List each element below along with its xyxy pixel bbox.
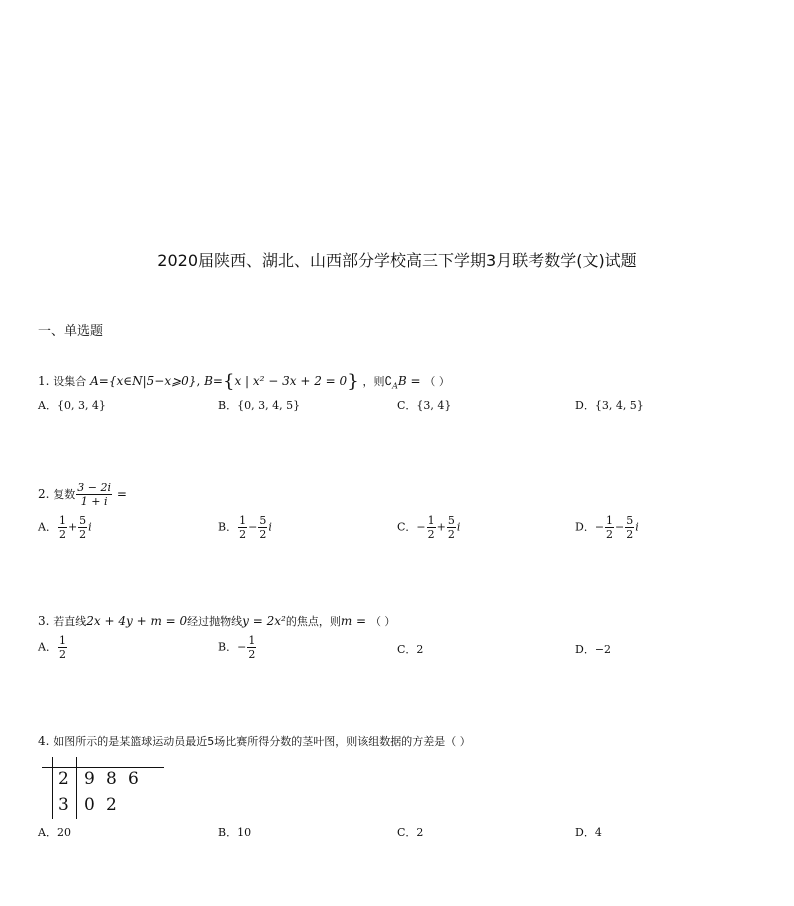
question-text-tail: ，则	[362, 375, 385, 388]
question-text: 若直线	[53, 615, 87, 628]
question-text-tail: 的焦点，则	[285, 615, 341, 628]
stem-plot-horizontal-rule	[42, 767, 164, 768]
option-c[interactable]: C．{3, 4}	[397, 399, 452, 412]
option-b[interactable]: B． $\frac{1}{2}$ − $\frac{5}{2}$ i	[218, 514, 272, 541]
set-b-prefix: B=	[204, 374, 223, 388]
left-brace: {	[222, 371, 235, 392]
leaf-value: 9	[84, 769, 95, 789]
question-1	[38, 371, 450, 392]
question-text: 如图所示的是某篮球运动员最近5场比赛所得分数的茎叶图，则该组数据的方差是（ ）	[53, 735, 471, 748]
leaf-value: 0	[84, 795, 95, 815]
option-d[interactable]: D．−2	[575, 643, 612, 656]
answer-paren: （ ）	[424, 375, 450, 388]
stem-leaf-plot	[42, 757, 166, 819]
m-variable: m =	[340, 614, 367, 628]
right-brace: }	[347, 371, 359, 392]
option-b[interactable]: B．10	[218, 826, 252, 839]
question-number: 1.	[38, 374, 50, 388]
question-text-mid: 经过抛物线	[187, 615, 243, 628]
option-a[interactable]: A．20	[38, 826, 71, 839]
complement-subscript: A	[392, 381, 398, 391]
parabola-equation: y = 2x²	[242, 614, 286, 628]
question-number: 2.	[38, 487, 50, 501]
option-a[interactable]: A． $\frac{1}{2}$	[38, 634, 66, 661]
question-text: 设集合	[53, 375, 87, 388]
question-text: 复数	[53, 488, 76, 501]
question-4	[38, 733, 471, 749]
complex-fraction: $\frac{3 - 2i}{1 + i}$	[77, 481, 112, 508]
equals-sign: =	[116, 487, 127, 501]
option-c[interactable]: C．− $\frac{1}{2}$ + $\frac{5}{2}$ i	[397, 514, 461, 541]
option-d[interactable]: D．4	[575, 826, 602, 839]
option-d[interactable]: D．{3, 4, 5}	[575, 399, 644, 412]
stem-value: 2	[58, 769, 69, 789]
stem-plot-left-rule	[52, 757, 53, 819]
set-b-body: x | x² − 3x + 2 = 0	[234, 374, 348, 388]
option-b[interactable]: B．− $\frac{1}{2}$	[218, 634, 256, 661]
option-b[interactable]: B．{0, 3, 4, 5}	[218, 399, 301, 412]
stem-plot-divider	[76, 757, 77, 819]
option-a[interactable]: A． $\frac{1}{2}$ + $\frac{5}{2}$ i	[38, 514, 92, 541]
question-number: 4.	[38, 734, 50, 748]
set-a: A={x∈N|5−x⩾0}	[90, 374, 197, 388]
separator: ,	[196, 374, 201, 388]
option-c[interactable]: C．2	[397, 826, 424, 839]
answer-paren: （ ）	[369, 615, 396, 628]
option-c[interactable]: C．2	[397, 643, 424, 656]
complement-symbol: ∁	[384, 374, 393, 388]
stem-value: 3	[58, 795, 69, 815]
page-title: 2020届陕西、湖北、山西部分学校高三下学期3月联考数学(文)试题	[157, 251, 637, 270]
line-equation: 2x + 4y + m = 0	[86, 614, 188, 628]
leaf-value: 2	[106, 795, 117, 815]
option-a[interactable]: A．{0, 3, 4}	[38, 399, 106, 412]
question-3	[38, 613, 395, 629]
question-number: 3.	[38, 614, 50, 628]
leaf-value: 6	[128, 769, 139, 789]
section-heading: 一、单选题	[38, 324, 104, 339]
complement-target: B =	[397, 374, 421, 388]
option-d[interactable]: D．− $\frac{1}{2}$ − $\frac{5}{2}$ i	[575, 514, 639, 541]
leaf-value: 8	[106, 769, 117, 789]
question-2	[38, 481, 127, 508]
